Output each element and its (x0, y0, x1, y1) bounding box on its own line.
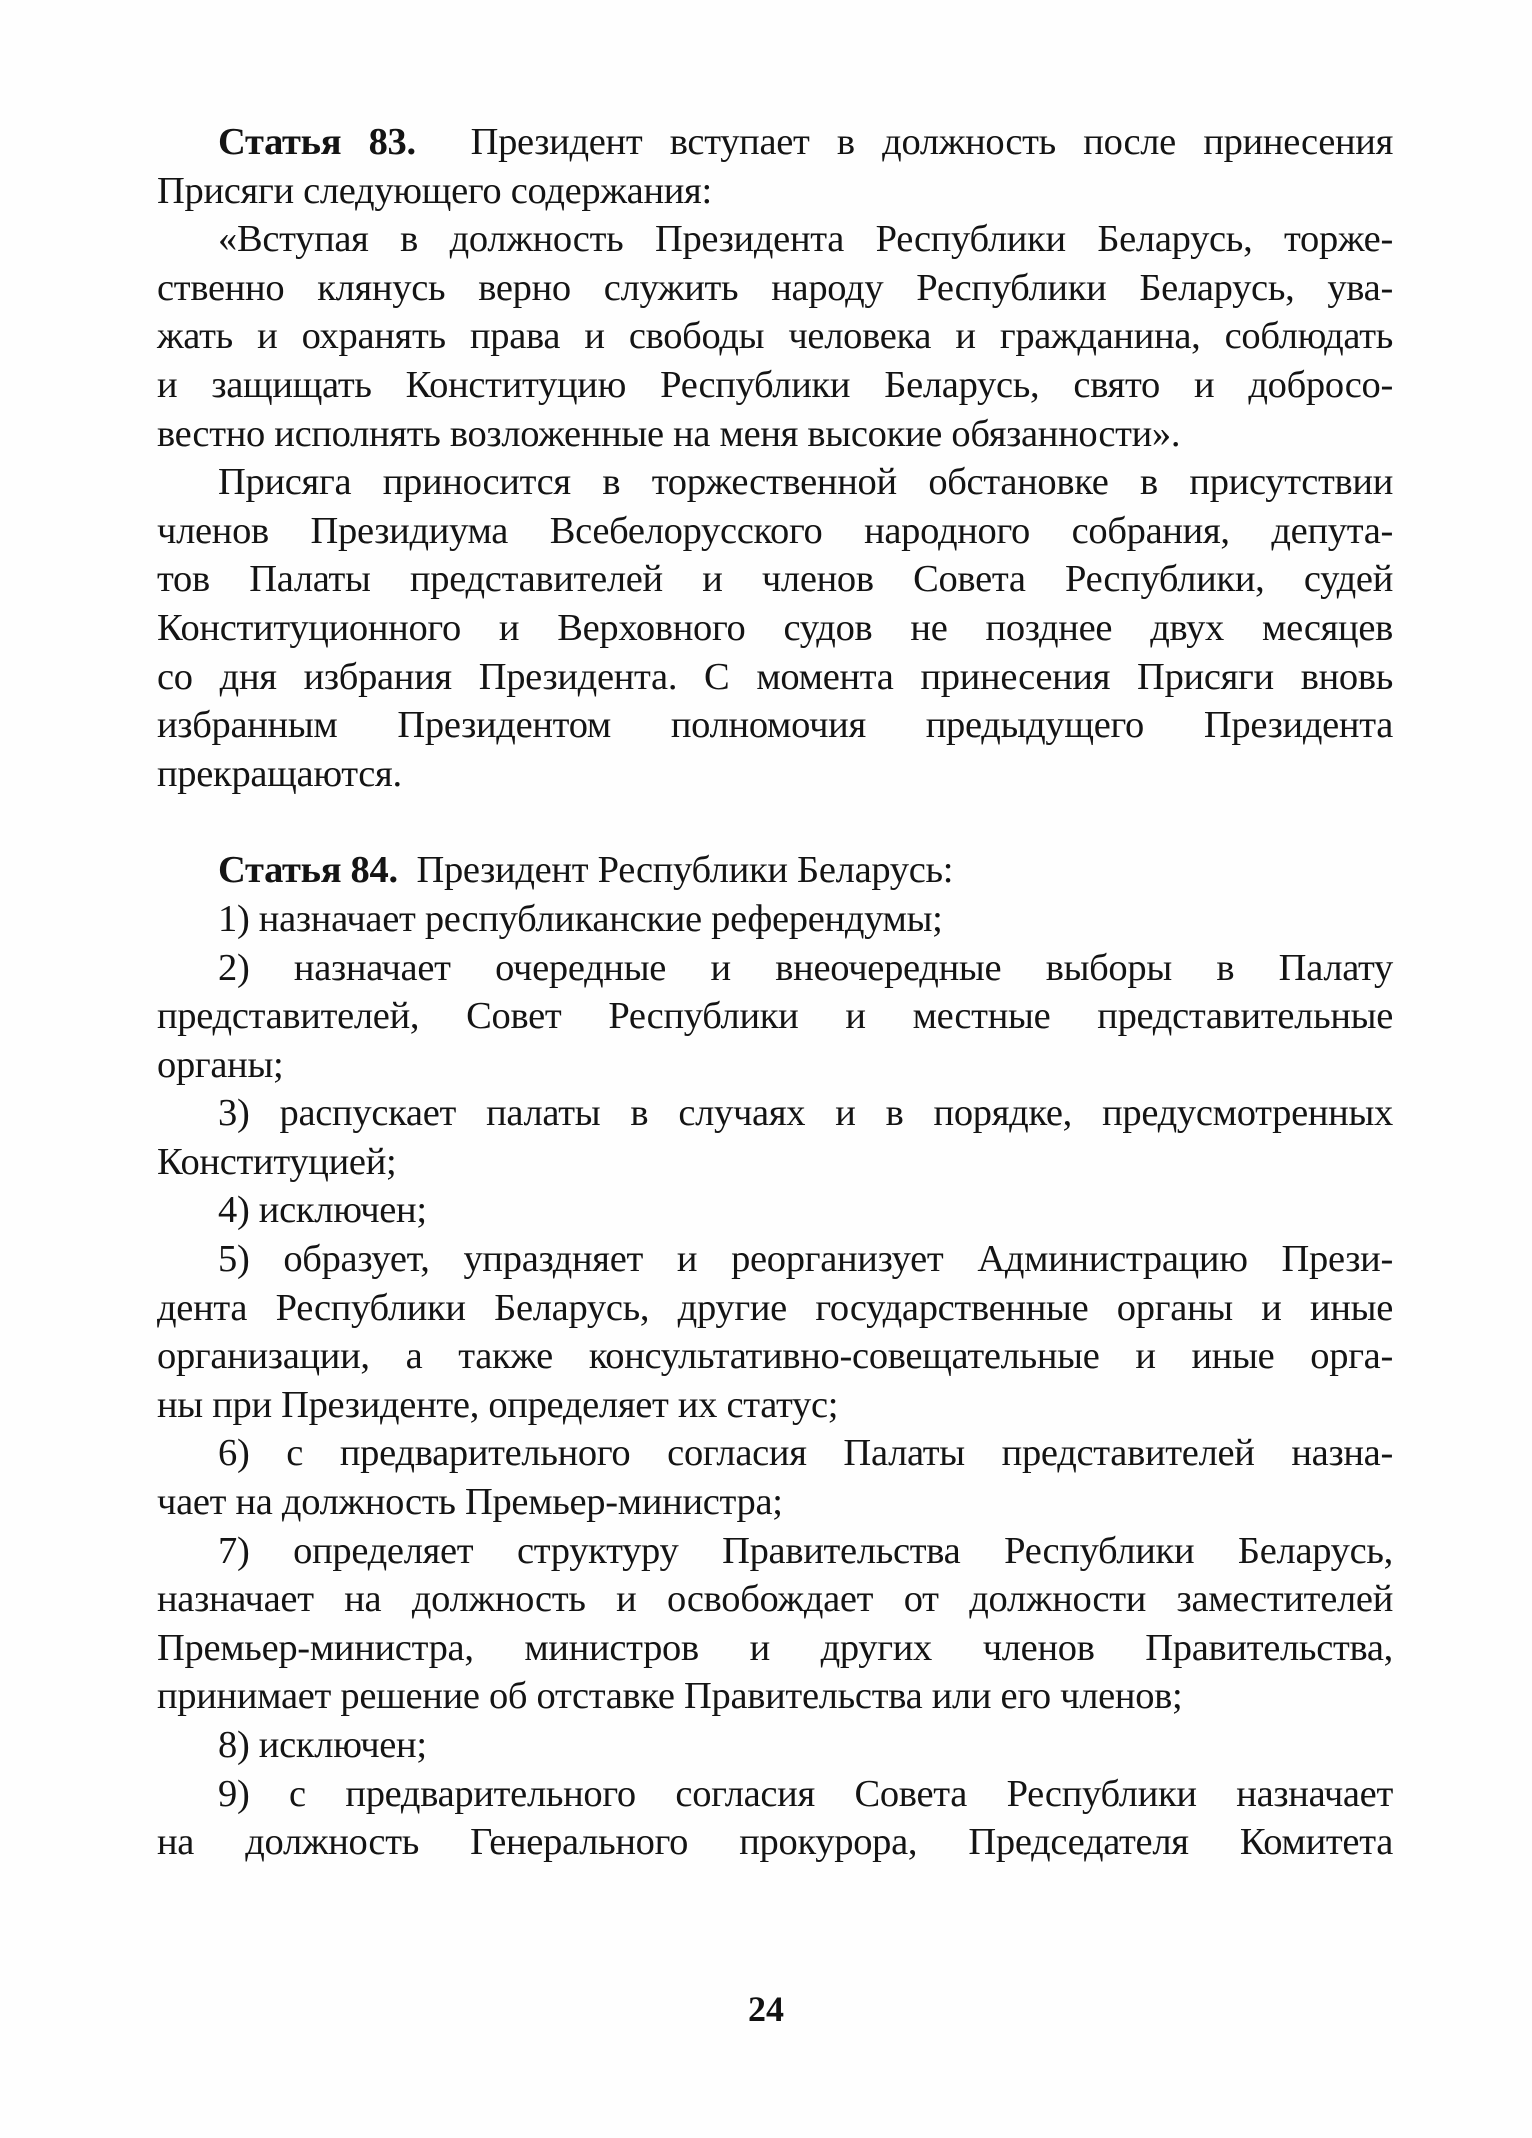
text-line: и защищать Конституцию Республики Беларусь, свято и добросо- (157, 363, 1393, 406)
list-item-1: 1) назначает республиканские референдумы; (218, 897, 943, 940)
page-body (157, 118, 1393, 1867)
list-item-7: 7) определяет структуру Правительства Республики Беларусь, (218, 1529, 1393, 1572)
text-line: Присяги следующего содержания: (157, 169, 712, 212)
article-83-heading: Статья 83. (218, 121, 416, 163)
list-item-2: 2) назначает очередные и внеочередные выборы в Палату (218, 946, 1393, 989)
list-item-5: 5) образует, упраздняет и реорганизует Администрацию Прези- (218, 1238, 1393, 1281)
text-line: Конституционного и Верховного судов не позднее двух месяцев (157, 606, 1393, 649)
text-line: вестно исполнять возложенные на меня высокие обязанности». (157, 412, 1181, 455)
text-line: организации, а также консультативно-совещательные и иные орга- (157, 1335, 1393, 1378)
text-line: ственно клянусь верно служить народу Республики Беларусь, ува- (157, 266, 1393, 309)
list-item-8: 8) исключен; (218, 1724, 427, 1766)
page-number: 24 (748, 1989, 784, 2029)
article-84-heading: Статья 84. (218, 849, 398, 892)
text-line: Премьер-министра, министров и других членов Правительства, (157, 1626, 1393, 1669)
text-line: дента Республики Беларусь, другие государственные органы и иные (157, 1286, 1393, 1329)
article-spacer (157, 798, 1393, 846)
text-line: Присяга приносится в торжественной обстановке в присутствии (218, 461, 1393, 504)
text-line: членов Президиума Всебелорусского народного собрания, депута- (157, 509, 1393, 552)
text-line: тов Палаты представителей и членов Совета Республики, судей (157, 558, 1393, 601)
text-line: Президент вступает в должность после принесения (470, 121, 1394, 163)
text-line: назначает на должность и освобождает от должности заместителей (157, 1578, 1393, 1621)
text-line: избранным Президентом полномочия предыдущего Президента (157, 704, 1393, 747)
article-84 (157, 846, 1393, 1866)
list-item-4: 4) исключен; (218, 1189, 427, 1232)
text-line: ны при Президенте, определяет их статус; (157, 1383, 839, 1426)
text-line: Конституцией; (157, 1140, 397, 1183)
text-line: со дня избрания Президента. С момента принесения Присяги вновь (157, 655, 1393, 698)
article-83-heading-line (157, 118, 1393, 167)
article-84-heading-line (157, 846, 1393, 895)
text-line: Президент Республики Беларусь: (416, 849, 954, 892)
text-line: «Вступая в должность Президента Республики Беларусь, торже- (218, 218, 1393, 261)
list-item-9: 9) с предварительного согласия Совета Республики назначает (218, 1772, 1393, 1815)
text-line: жать и охранять права и свободы человека и гражданина, соблюдать (157, 315, 1393, 358)
text-line: на должность Генерального прокурора, Председателя Комитета (157, 1821, 1393, 1864)
text-line: принимает решение об отставке Правительства или его членов; (157, 1675, 1183, 1718)
text-line: органы; (157, 1043, 284, 1086)
text-line: чает на должность Премьер-министра; (157, 1481, 783, 1524)
text-line: прекращаются. (157, 752, 402, 795)
list-item-6: 6) с предварительного согласия Палаты представителей назна- (218, 1432, 1393, 1475)
text-line: представителей, Совет Республики и местные представительные (157, 995, 1393, 1038)
list-item-3: 3) распускает палаты в случаях и в порядке, предусмотренных (218, 1092, 1393, 1135)
article-83 (157, 118, 1393, 798)
